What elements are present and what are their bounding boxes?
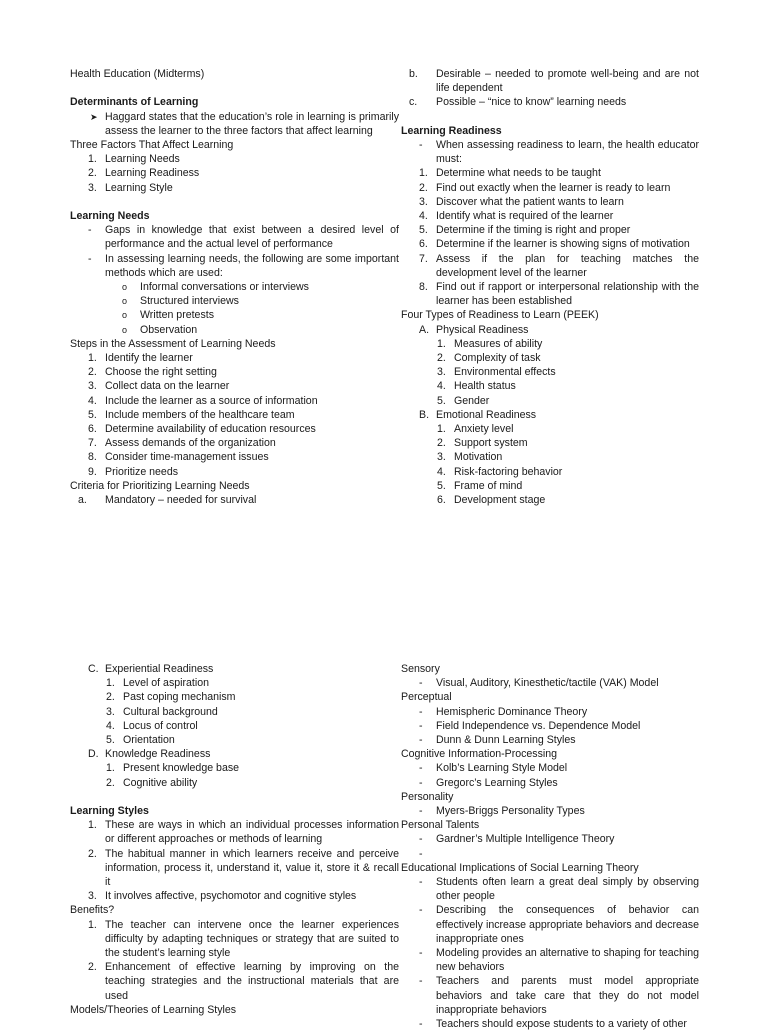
page1-left-column [70, 67, 399, 507]
list-item [70, 351, 399, 365]
list-item [401, 974, 699, 1017]
talents-label: Personal Talents [401, 819, 480, 832]
criteria-item [70, 493, 399, 507]
list-marker: 2. [106, 776, 115, 789]
list-item-text: Environmental effects [454, 366, 556, 379]
list-marker: 2. [106, 691, 115, 704]
list-item [401, 875, 699, 903]
list-marker: 6. [437, 494, 446, 507]
list-item [401, 676, 699, 690]
list-item-text: Learning Style [105, 181, 173, 194]
list-item [70, 847, 399, 890]
list-item-text: Support system [454, 437, 528, 450]
list-item-text: These are ways in which an individual processes information or different approaches or methods of learning [105, 819, 399, 846]
emotional-items-list [401, 422, 699, 507]
list-marker: 6. [88, 423, 97, 436]
list-item [401, 493, 699, 507]
list-item-text: Include members of the healthcare team [105, 408, 295, 421]
list-item-text: Informal conversations or interviews [140, 281, 309, 294]
list-item [401, 733, 699, 747]
criteria-label: Criteria for Prioritizing Learning Needs [70, 479, 250, 492]
list-item [401, 719, 699, 733]
models-label: Models/Theories of Learning Styles [70, 1003, 237, 1016]
list-item [70, 422, 399, 436]
list-item-text: Gregorc’s Learning Styles [436, 776, 558, 789]
perceptual-list [401, 705, 699, 748]
list-item [70, 394, 399, 408]
benefits-list [70, 918, 399, 1003]
list-marker: 3. [106, 705, 115, 718]
list-item [70, 308, 399, 322]
list-item [401, 252, 699, 280]
list-item [401, 450, 699, 464]
list-item-text: Gender [454, 394, 490, 407]
list-item-text: Motivation [454, 451, 503, 464]
determinants-heading: Determinants of Learning [70, 96, 199, 109]
cognitive-label: Cognitive Information-Processing [401, 748, 558, 761]
list-item [401, 195, 699, 209]
list-item [401, 223, 699, 237]
list-marker: 4. [88, 394, 97, 407]
circle-bullet-icon: o [122, 310, 128, 321]
sensory-list [401, 676, 699, 690]
list-marker: 5. [106, 734, 115, 747]
arrow-bullet-icon: ➤ [90, 111, 98, 122]
learning-styles-heading: Learning Styles [70, 805, 149, 818]
circle-bullet-icon: o [122, 282, 128, 293]
list-item-text: Desirable – needed to promote well-being and are not life dependent [436, 68, 699, 95]
list-marker: - [419, 762, 423, 775]
cognitive-list [401, 761, 699, 789]
dash-bullet: - [419, 139, 423, 151]
list-item-text: Past coping mechanism [123, 691, 236, 704]
list-item [70, 465, 399, 479]
list-item [70, 889, 399, 903]
list-item-text: Development stage [454, 494, 546, 507]
list-item [70, 152, 399, 166]
list-marker: 7. [419, 252, 428, 265]
list-marker: 1. [106, 677, 115, 690]
list-item [401, 946, 699, 974]
list-item [401, 847, 699, 861]
social-learning-list [401, 875, 699, 1031]
list-item-text: Frame of mind [454, 479, 523, 492]
list-item [70, 294, 399, 308]
list-marker: A. [419, 323, 430, 336]
list-item-text: Anxiety level [454, 423, 514, 436]
experiential-items-list [70, 676, 399, 747]
list-marker: 1. [419, 167, 428, 180]
list-marker: 2. [437, 352, 446, 365]
list-marker: 3. [419, 195, 428, 208]
list-item-text: Visual, Auditory, Kinesthetic/tactile (VAK) Model [436, 677, 659, 690]
list-marker: 1. [437, 337, 446, 350]
readiness-steps-list [401, 166, 699, 308]
list-item-text: Collect data on the learner [105, 380, 230, 393]
list-item [401, 237, 699, 251]
list-item [70, 719, 399, 733]
list-item-text: Cognitive ability [123, 776, 198, 789]
list-item-text: Risk-factoring behavior [454, 465, 563, 478]
knowledge-items-list [70, 761, 399, 789]
list-item-text: Orientation [123, 734, 175, 747]
list-marker: 3. [88, 380, 97, 393]
list-item-text: Prioritize needs [105, 465, 179, 478]
list-item-text: In assessing learning needs, the following are some important methods which are used: [105, 252, 399, 279]
list-marker: - [419, 1018, 423, 1031]
circle-bullet-icon: o [122, 324, 128, 335]
list-item-text: Choose the right setting [105, 366, 217, 379]
list-item [70, 379, 399, 393]
list-marker: 5. [437, 394, 446, 407]
list-item-text: Myers-Briggs Personality Types [436, 805, 585, 818]
list-marker: D. [88, 748, 99, 761]
page2-left-column [70, 662, 399, 1017]
list-item [70, 776, 399, 790]
list-item [401, 209, 699, 223]
list-item-text: Field Independence vs. Dependence Model [436, 719, 641, 732]
list-item-text: Find out if rapport or interpersonal relationship with the learner has been established [436, 281, 699, 308]
experiential-readiness-label: Experiential Readiness [105, 663, 214, 675]
benefits-label: Benefits? [70, 904, 115, 917]
list-item [401, 776, 699, 790]
physical-readiness-item [401, 323, 699, 337]
knowledge-readiness-item [70, 747, 399, 761]
list-item-text: Find out exactly when the learner is ready to learn [436, 181, 671, 194]
list-item-text: Level of aspiration [123, 677, 209, 690]
list-marker: 8. [88, 451, 97, 464]
list-item [70, 252, 399, 280]
list-item-text: Identify the learner [105, 352, 193, 365]
list-item [70, 676, 399, 690]
list-item [70, 450, 399, 464]
learning-needs-heading: Learning Needs [70, 210, 150, 222]
list-item [70, 323, 399, 337]
list-item [401, 761, 699, 775]
list-item [70, 280, 399, 294]
list-marker: 6. [419, 238, 428, 251]
list-item-text: Students often learn a great deal simply by observing other people [436, 876, 699, 903]
list-marker: 1. [88, 153, 97, 166]
peek-label: Four Types of Readiness to Learn (PEEK) [401, 309, 599, 322]
list-marker: 8. [419, 281, 428, 294]
list-marker: 4. [437, 465, 446, 478]
list-item-text: Measures of ability [454, 337, 543, 350]
physical-readiness-label: Physical Readiness [436, 323, 529, 336]
list-marker: 1. [88, 819, 97, 832]
list-marker: 4. [106, 719, 115, 732]
list-item-text: Present knowledge base [123, 762, 240, 775]
circle-bullet-icon: o [122, 296, 128, 307]
list-item-text: Determine availability of education resources [105, 423, 316, 436]
list-marker: 9. [88, 465, 97, 478]
list-marker: 3. [88, 890, 97, 903]
list-item-text: The habitual manner in which learners receive and perceive information, process it, understand it, value it, store it & recall it [105, 847, 399, 889]
list-marker: - [88, 224, 92, 237]
list-marker: 2. [419, 181, 428, 194]
list-item [70, 436, 399, 450]
list-marker: C. [88, 663, 99, 675]
list-item-text: Health status [454, 380, 516, 393]
list-marker: 2. [88, 167, 97, 180]
list-item [70, 408, 399, 422]
emotional-readiness-item [401, 408, 699, 422]
physical-items-list [401, 337, 699, 408]
list-item [70, 690, 399, 704]
list-item [70, 761, 399, 775]
list-item-text: Kolb’s Learning Style Model [436, 762, 568, 775]
list-marker: - [419, 805, 423, 818]
personality-list [401, 804, 699, 818]
list-item-text: Written pretests [140, 309, 214, 322]
list-item-text: Observation [140, 323, 198, 336]
list-item-text: Hemispheric Dominance Theory [436, 705, 588, 718]
personality-label: Personality [401, 790, 454, 803]
learning-needs-points [70, 223, 399, 280]
list-item-text: Determine if the learner is showing signs of motivation [436, 238, 690, 251]
list-item-text: Structured interviews [140, 295, 239, 308]
list-item-text: Complexity of task [454, 352, 541, 365]
list-marker: 5. [88, 408, 97, 421]
list-item-text: Include the learner as a source of information [105, 394, 318, 407]
list-item-text: It involves affective, psychomotor and cognitive styles [105, 890, 357, 903]
list-marker: 4. [437, 380, 446, 393]
list-item [70, 705, 399, 719]
list-marker: - [419, 734, 423, 747]
list-item [401, 1017, 699, 1031]
list-item [401, 479, 699, 493]
list-item-text: Determine if the timing is right and proper [436, 224, 631, 237]
list-item [70, 733, 399, 747]
list-marker: 3. [437, 451, 446, 464]
list-item [401, 181, 699, 195]
list-marker: - [419, 833, 423, 846]
list-marker: 4. [419, 210, 428, 223]
list-item [401, 903, 699, 946]
list-item-text: Describing the consequences of behavior can effectively increase appropriate behaviors and decrease inappropriate ones [436, 904, 699, 945]
list-item-text: Identify what is required of the learner [436, 210, 614, 223]
list-item [401, 67, 699, 95]
list-marker: - [419, 847, 423, 860]
list-marker: 5. [437, 479, 446, 492]
talents-list [401, 832, 699, 860]
list-item [401, 465, 699, 479]
list-item [70, 960, 399, 1003]
list-item [401, 337, 699, 351]
list-item-text: Assess if the plan for teaching matches the development level of the learner [436, 252, 699, 279]
list-item [401, 365, 699, 379]
list-item-text: Determine what needs to be taught [436, 167, 601, 180]
readiness-intro-text: When assessing readiness to learn, the health educator must: [436, 139, 699, 166]
document-title: Health Education (Midterms) [70, 68, 205, 80]
criteria-item-text: Mandatory – needed for survival [105, 494, 257, 507]
page1-right-column [401, 67, 699, 507]
list-marker: 1. [106, 762, 115, 775]
list-marker: - [419, 705, 423, 718]
knowledge-readiness-label: Knowledge Readiness [105, 748, 211, 761]
list-marker: 2. [88, 847, 97, 860]
list-item [401, 422, 699, 436]
list-item [401, 95, 699, 109]
list-item-text: Cultural background [123, 705, 218, 718]
list-marker: c. [409, 96, 418, 109]
list-item [401, 379, 699, 393]
list-item [401, 705, 699, 719]
perceptual-label: Perceptual [401, 691, 452, 704]
list-marker: 2. [88, 961, 97, 974]
page2-right-column [401, 662, 699, 1031]
experiential-readiness-item [70, 662, 399, 676]
methods-list [70, 280, 399, 337]
list-item-text: Modeling provides an alternative to shaping for teaching new behaviors [436, 947, 699, 974]
list-item-text: Learning Readiness [105, 167, 200, 180]
criteria-list-continued [401, 67, 699, 110]
sensory-label: Sensory [401, 663, 440, 675]
three-factors-label: Three Factors That Affect Learning [70, 139, 234, 151]
list-marker: - [419, 947, 423, 960]
readiness-intro [401, 138, 699, 166]
list-marker: B. [419, 408, 430, 421]
list-marker: - [419, 719, 423, 732]
list-marker: 1. [88, 918, 97, 931]
list-item [401, 394, 699, 408]
learning-styles-list [70, 818, 399, 903]
list-item [401, 166, 699, 180]
list-marker: 3. [88, 181, 97, 194]
steps-list [70, 351, 399, 479]
list-item [70, 166, 399, 180]
list-item-text: Enhancement of effective learning by improving on the teaching strategies and the instructional materials that are used [105, 961, 399, 1002]
list-item [70, 223, 399, 251]
list-item [401, 436, 699, 450]
social-label: Educational Implications of Social Learning Theory [401, 861, 639, 874]
list-item-text: Assess demands of the organization [105, 437, 276, 450]
list-item-text: Learning Needs [105, 153, 180, 166]
list-marker: 7. [88, 437, 97, 450]
list-item-text: Discover what the patient wants to learn [436, 195, 624, 208]
list-marker: 1. [88, 352, 97, 365]
list-item-text: Locus of control [123, 719, 198, 732]
list-marker: 3. [437, 366, 446, 379]
list-item-text: Consider time-management issues [105, 451, 269, 464]
list-item-text: The teacher can intervene once the learner experiences difficulty by adapting techniques or strategy that are suited to the student’s learning style [105, 918, 399, 960]
list-item-text: Dunn & Dunn Learning Styles [436, 734, 576, 747]
list-item [401, 832, 699, 846]
list-marker: - [419, 975, 423, 988]
list-marker: 2. [437, 437, 446, 450]
list-item-text: Possible – “nice to know” learning needs [436, 96, 627, 109]
list-item [70, 818, 399, 846]
list-marker: b. [409, 68, 418, 80]
list-item [401, 351, 699, 365]
list-item-text: Teachers and parents must model appropriate behaviors and take care that they do not model inappropriate behaviors [436, 975, 699, 1016]
list-item [401, 280, 699, 308]
list-item [401, 804, 699, 818]
readiness-heading: Learning Readiness [401, 124, 502, 137]
list-item-text: Teachers should expose students to a variety of other [436, 1018, 687, 1031]
list-item-text: Gardner’s Multiple Intelligence Theory [436, 833, 615, 846]
steps-label: Steps in the Assessment of Learning Needs [70, 337, 276, 350]
list-item-text: Gaps in knowledge that exist between a desired level of performance and the actual level of performance [105, 224, 399, 251]
list-marker: - [419, 677, 423, 690]
list-marker: 1. [437, 423, 446, 436]
determinants-bullet [70, 110, 399, 138]
list-item [70, 181, 399, 195]
list-marker: - [419, 876, 423, 889]
list-marker: - [419, 776, 423, 789]
list-marker: - [419, 904, 423, 917]
list-marker: 5. [419, 224, 428, 237]
list-marker: - [88, 252, 92, 265]
list-marker: a. [78, 494, 87, 507]
determinants-text: Haggard states that the education’s role in learning is primarily assess the learner to the three factors that affect learning [105, 110, 399, 137]
list-marker: 2. [88, 366, 97, 379]
list-item [70, 365, 399, 379]
three-factors-list [70, 152, 399, 195]
emotional-readiness-label: Emotional Readiness [436, 408, 537, 421]
list-item [70, 918, 399, 961]
